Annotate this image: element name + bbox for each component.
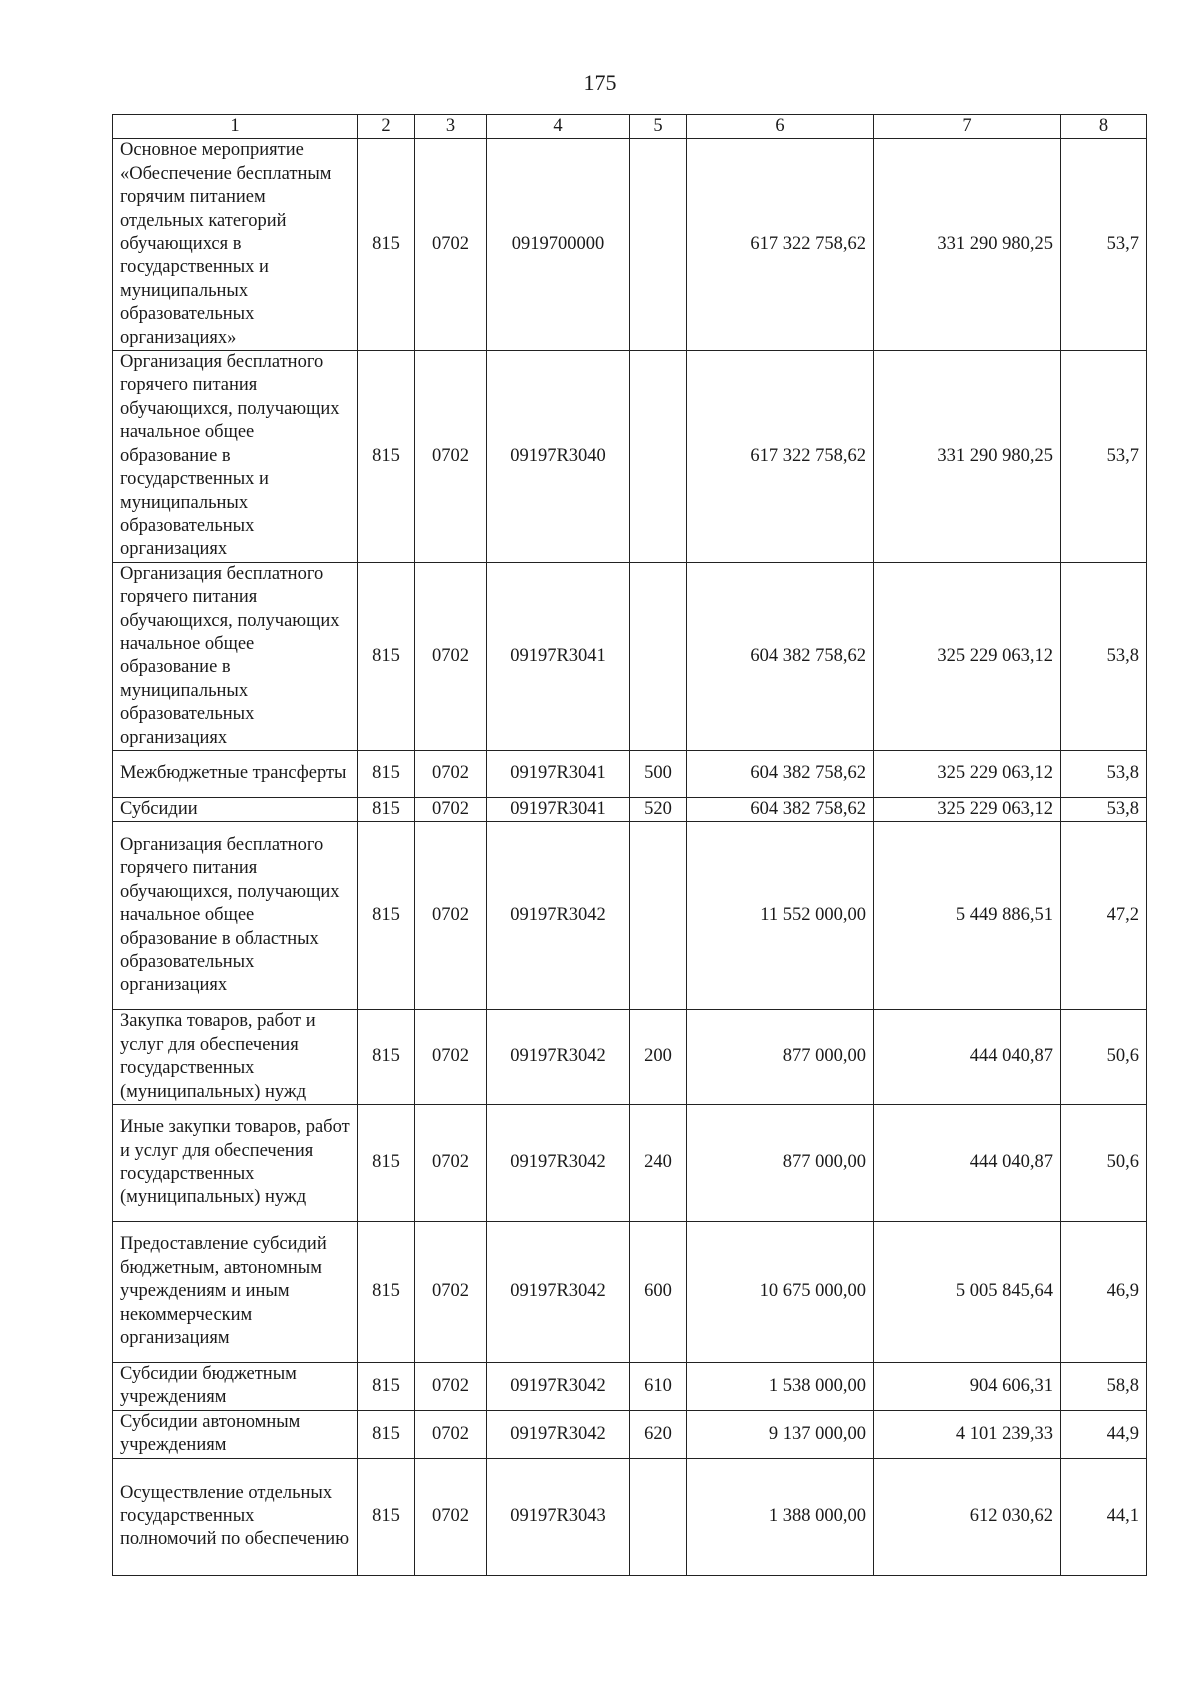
row-actual: 331 290 980,25 bbox=[874, 139, 1061, 351]
row-vr: 600 bbox=[630, 1222, 687, 1363]
row-name: Осуществление отдельных государственных полномочий по обеспечению bbox=[113, 1458, 358, 1575]
row-name: Иные закупки товаров, работ и услуг для обеспечения государственных (муниципальных) нужд bbox=[113, 1105, 358, 1222]
row-target: 09197R3042 bbox=[487, 1222, 630, 1363]
table-row bbox=[113, 1010, 1147, 1105]
row-plan: 11 552 000,00 bbox=[687, 822, 874, 1010]
row-plan: 9 137 000,00 bbox=[687, 1410, 874, 1458]
row-target: 09197R3042 bbox=[487, 1105, 630, 1222]
row-section: 0702 bbox=[415, 797, 487, 821]
row-section: 0702 bbox=[415, 1105, 487, 1222]
row-grbs: 815 bbox=[358, 562, 415, 750]
row-plan: 604 382 758,62 bbox=[687, 797, 874, 821]
row-percent: 58,8 bbox=[1061, 1363, 1147, 1411]
row-target: 0919700000 bbox=[487, 139, 630, 351]
row-target: 09197R3041 bbox=[487, 562, 630, 750]
table-row bbox=[113, 1105, 1147, 1222]
row-section: 0702 bbox=[415, 351, 487, 563]
row-section: 0702 bbox=[415, 1363, 487, 1411]
row-percent: 44,1 bbox=[1061, 1458, 1147, 1575]
row-plan: 604 382 758,62 bbox=[687, 750, 874, 797]
row-plan: 1 538 000,00 bbox=[687, 1363, 874, 1411]
row-actual: 444 040,87 bbox=[874, 1105, 1061, 1222]
table-row bbox=[113, 797, 1147, 821]
row-name: Организация бесплатного горячего питания обучающихся, получающих начальное общее образование в муниципальных образовательных организациях bbox=[113, 562, 358, 750]
header-cell-5: 5 bbox=[630, 115, 687, 139]
row-target: 09197R3041 bbox=[487, 750, 630, 797]
row-grbs: 815 bbox=[358, 822, 415, 1010]
row-name: Организация бесплатного горячего питания обучающихся, получающих начальное общее образование в областных образовательных организациях bbox=[113, 822, 358, 1010]
row-vr bbox=[630, 822, 687, 1010]
row-section: 0702 bbox=[415, 1458, 487, 1575]
row-name: Субсидии bbox=[113, 797, 358, 821]
row-vr bbox=[630, 1458, 687, 1575]
row-grbs: 815 bbox=[358, 1010, 415, 1105]
row-vr: 610 bbox=[630, 1363, 687, 1411]
row-target: 09197R3042 bbox=[487, 1010, 630, 1105]
row-plan: 10 675 000,00 bbox=[687, 1222, 874, 1363]
row-vr bbox=[630, 351, 687, 563]
row-percent: 44,9 bbox=[1061, 1410, 1147, 1458]
row-target: 09197R3042 bbox=[487, 1363, 630, 1411]
row-actual: 331 290 980,25 bbox=[874, 351, 1061, 563]
row-target: 09197R3043 bbox=[487, 1458, 630, 1575]
row-plan: 617 322 758,62 bbox=[687, 351, 874, 563]
row-section: 0702 bbox=[415, 822, 487, 1010]
row-section: 0702 bbox=[415, 1222, 487, 1363]
row-target: 09197R3042 bbox=[487, 1410, 630, 1458]
header-cell-7: 7 bbox=[874, 115, 1061, 139]
row-vr: 200 bbox=[630, 1010, 687, 1105]
row-percent: 53,7 bbox=[1061, 139, 1147, 351]
budget-table bbox=[112, 114, 1147, 1576]
table-row bbox=[113, 822, 1147, 1010]
row-plan: 877 000,00 bbox=[687, 1010, 874, 1105]
row-actual: 5 449 886,51 bbox=[874, 822, 1061, 1010]
row-name: Закупка товаров, работ и услуг для обеспечения государственных (муниципальных) нужд bbox=[113, 1010, 358, 1105]
row-grbs: 815 bbox=[358, 351, 415, 563]
header-row bbox=[113, 115, 1147, 139]
row-percent: 53,8 bbox=[1061, 797, 1147, 821]
row-section: 0702 bbox=[415, 139, 487, 351]
row-target: 09197R3042 bbox=[487, 822, 630, 1010]
table-row bbox=[113, 351, 1147, 563]
table-row bbox=[113, 750, 1147, 797]
row-percent: 53,8 bbox=[1061, 562, 1147, 750]
row-name: Субсидии автономным учреждениям bbox=[113, 1410, 358, 1458]
row-vr: 500 bbox=[630, 750, 687, 797]
row-target: 09197R3041 bbox=[487, 797, 630, 821]
table-row bbox=[113, 1222, 1147, 1363]
row-actual: 904 606,31 bbox=[874, 1363, 1061, 1411]
row-actual: 4 101 239,33 bbox=[874, 1410, 1061, 1458]
row-grbs: 815 bbox=[358, 1458, 415, 1575]
row-name: Субсидии бюджетным учреждениям bbox=[113, 1363, 358, 1411]
row-percent: 47,2 bbox=[1061, 822, 1147, 1010]
row-actual: 325 229 063,12 bbox=[874, 562, 1061, 750]
row-percent: 50,6 bbox=[1061, 1010, 1147, 1105]
row-plan: 1 388 000,00 bbox=[687, 1458, 874, 1575]
row-name: Межбюджетные трансферты bbox=[113, 750, 358, 797]
row-section: 0702 bbox=[415, 1010, 487, 1105]
row-actual: 612 030,62 bbox=[874, 1458, 1061, 1575]
row-percent: 53,7 bbox=[1061, 351, 1147, 563]
row-name: Предоставление субсидий бюджетным, автономным учреждениям и иным некоммерческим организациям bbox=[113, 1222, 358, 1363]
table-row bbox=[113, 562, 1147, 750]
row-vr bbox=[630, 139, 687, 351]
table-row bbox=[113, 1410, 1147, 1458]
row-section: 0702 bbox=[415, 750, 487, 797]
row-vr bbox=[630, 562, 687, 750]
row-percent: 46,9 bbox=[1061, 1222, 1147, 1363]
row-section: 0702 bbox=[415, 1410, 487, 1458]
table-row bbox=[113, 139, 1147, 351]
row-grbs: 815 bbox=[358, 797, 415, 821]
row-plan: 604 382 758,62 bbox=[687, 562, 874, 750]
row-name: Организация бесплатного горячего питания обучающихся, получающих начальное общее образование в государственных и муниципальных образовательных организациях bbox=[113, 351, 358, 563]
row-name: Основное мероприятие «Обеспечение бесплатным горячим питанием отдельных категорий обучающихся в государственных и муниципальных образовательных организациях» bbox=[113, 139, 358, 351]
row-section: 0702 bbox=[415, 562, 487, 750]
row-percent: 50,6 bbox=[1061, 1105, 1147, 1222]
row-grbs: 815 bbox=[358, 750, 415, 797]
header-cell-1: 1 bbox=[113, 115, 358, 139]
row-plan: 617 322 758,62 bbox=[687, 139, 874, 351]
header-cell-3: 3 bbox=[415, 115, 487, 139]
row-vr: 240 bbox=[630, 1105, 687, 1222]
row-grbs: 815 bbox=[358, 1410, 415, 1458]
header-cell-6: 6 bbox=[687, 115, 874, 139]
row-grbs: 815 bbox=[358, 1105, 415, 1222]
row-grbs: 815 bbox=[358, 1222, 415, 1363]
row-vr: 620 bbox=[630, 1410, 687, 1458]
row-target: 09197R3040 bbox=[487, 351, 630, 563]
table-row bbox=[113, 1458, 1147, 1575]
row-percent: 53,8 bbox=[1061, 750, 1147, 797]
header-cell-8: 8 bbox=[1061, 115, 1147, 139]
row-actual: 325 229 063,12 bbox=[874, 797, 1061, 821]
row-actual: 444 040,87 bbox=[874, 1010, 1061, 1105]
row-vr: 520 bbox=[630, 797, 687, 821]
header-cell-4: 4 bbox=[487, 115, 630, 139]
table-row bbox=[113, 1363, 1147, 1411]
row-plan: 877 000,00 bbox=[687, 1105, 874, 1222]
row-grbs: 815 bbox=[358, 1363, 415, 1411]
header-cell-2: 2 bbox=[358, 115, 415, 139]
row-actual: 325 229 063,12 bbox=[874, 750, 1061, 797]
row-grbs: 815 bbox=[358, 139, 415, 351]
page-number: 175 bbox=[583, 70, 617, 95]
row-actual: 5 005 845,64 bbox=[874, 1222, 1061, 1363]
